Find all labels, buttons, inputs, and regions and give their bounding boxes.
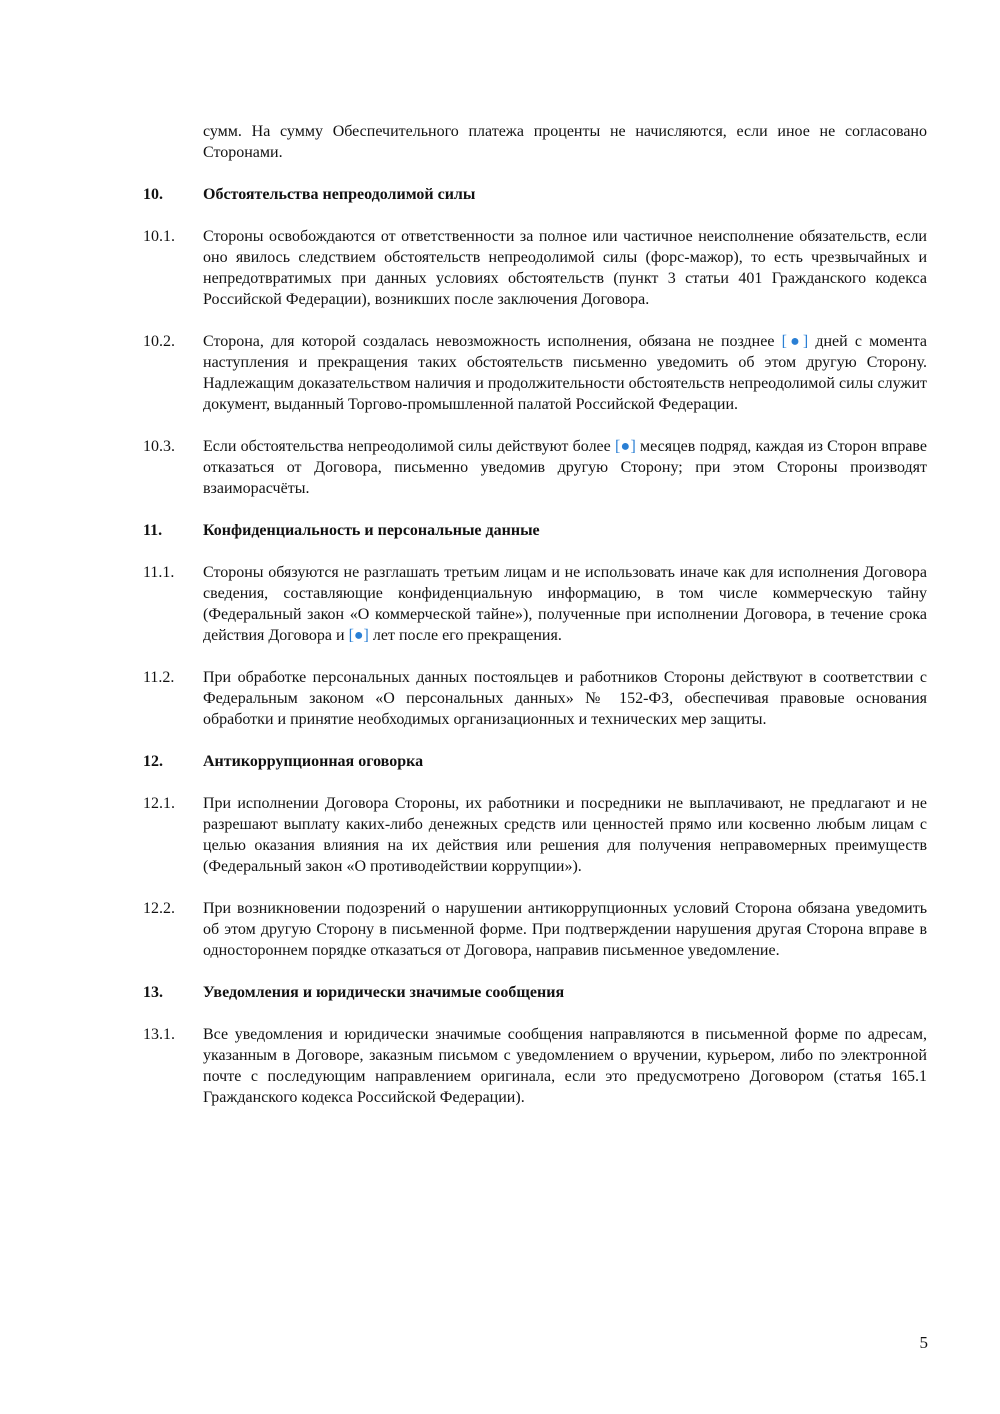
clause-11-1 bbox=[143, 562, 927, 646]
clause-text bbox=[203, 562, 927, 646]
clause-12-1 bbox=[143, 793, 927, 877]
clause-12-2 bbox=[143, 898, 927, 961]
section-heading-13 bbox=[143, 982, 927, 1003]
clause-number: 12.1. bbox=[143, 795, 175, 812]
section-heading-12 bbox=[143, 751, 927, 772]
clause-text: При возникновении подозрений о нарушении антикоррупционных условий Сторона обязана уведомить об этом другую Сторону в письменной форме. При подтверждении нарушения другая Сторона вправе в одностороннем порядке отказаться от Договора, направив письменное уведомление. bbox=[203, 900, 927, 959]
section-heading-10 bbox=[143, 184, 927, 205]
clause-text-part: лет после его прекращения. bbox=[368, 627, 562, 644]
section-title: Антикоррупционная оговорка bbox=[203, 753, 424, 770]
section-number: 13. bbox=[143, 984, 163, 1001]
clause-text-part: Стороны обязуются не разглашать третьим лицам и не использовать иначе как для исполнения Договора сведения, составляющие конфиденциальную информацию, в том числе коммерческую тайну (Федеральный закон «О коммерческой тайне»), полученные при исполнении Договора, в течение срока действия Договора и bbox=[203, 564, 927, 644]
placeholder-marker: [●] bbox=[348, 627, 369, 644]
clause-text: При обработке персональных данных постояльцев и работников Стороны действуют в соответствии с Федеральным законом «О персональных данных» № 152-ФЗ, обеспечивая правовые основания обработки и принятие необходимых организационных и технических мер защиты. bbox=[203, 669, 927, 728]
clause-number: 11.1. bbox=[143, 564, 175, 581]
clause-text-part: Сторона, для которой создалась невозможность исполнения, обязана не позднее bbox=[203, 333, 782, 350]
clause-text-part: месяцев подряд, каждая из Сторон вправе отказаться от Договора, письменно уведомив другую Сторону; при этом Стороны производят взаиморасчёты. bbox=[203, 438, 927, 497]
clause-number: 10.2. bbox=[143, 333, 175, 350]
placeholder-marker: [●] bbox=[781, 333, 809, 350]
section-title: Уведомления и юридически значимые сообщения bbox=[203, 984, 565, 1001]
section-heading-11 bbox=[143, 520, 927, 541]
clause-text-part: Если обстоятельства непреодолимой силы действуют более bbox=[203, 438, 615, 455]
page-number: 5 bbox=[919, 1333, 928, 1352]
clause-number: 13.1. bbox=[143, 1026, 175, 1043]
clause-number: 12.2. bbox=[143, 900, 175, 917]
clause-11-2 bbox=[143, 667, 927, 730]
section-number: 12. bbox=[143, 753, 163, 770]
clause-10-1 bbox=[143, 226, 927, 310]
clause-text: Все уведомления и юридически значимые сообщения направляются в письменной форме по адресам, указанным в Договоре, заказным письмом с уведомлением о вручении, курьером, либо по электронной почте с последующим направлением оригинала, если это предусмотрено Договором (статья 165.1 Гражданского кодекса Российской Федерации). bbox=[203, 1026, 927, 1106]
page-content bbox=[143, 121, 927, 1129]
clause-13-1 bbox=[143, 1024, 927, 1108]
section-number: 10. bbox=[143, 186, 163, 203]
clause-10-3 bbox=[143, 436, 927, 499]
placeholder-marker: [●] bbox=[615, 438, 636, 455]
clause-text bbox=[203, 436, 927, 499]
clause-number: 11.2. bbox=[143, 669, 175, 686]
section-title: Обстоятельства непреодолимой силы bbox=[203, 186, 476, 203]
clause-text: При исполнении Договора Стороны, их работники и посредники не выплачивают, не предлагают и не разрешают выплату каких-либо денежных средств или ценностей прямо или косвенно любым лицам с целью оказания влияния на их действия или решения для получения неправомерных преимуществ (Федеральный закон «О противодействии коррупции»). bbox=[203, 795, 927, 875]
clause-10-2 bbox=[143, 331, 927, 415]
section-title: Конфиденциальность и персональные данные bbox=[203, 522, 540, 539]
clause-number: 10.3. bbox=[143, 438, 175, 455]
clause-text-part: дней с момента наступления и прекращения таких обстоятельств письменно уведомить об этом другую Сторону. Надлежащим доказательством наличия и продолжительности обстоятельств непреодолимой силы служит документ, выданный Торгово-промышленной палатой Российской Федерации. bbox=[203, 333, 927, 413]
clause-text bbox=[203, 331, 927, 415]
clause-text: Стороны освобождаются от ответственности за полное или частичное неисполнение обязательств, если оно явилось следствием обстоятельств непреодолимой силы (форс-мажор), то есть чрезвычайных и непредотвратимых при данных условиях обстоятельств (пункт 3 статьи 401 Гражданского кодекса Российской Федерации), возникших после заключения Договора. bbox=[203, 228, 927, 308]
section-number: 11. bbox=[143, 522, 163, 539]
clause-number: 10.1. bbox=[143, 228, 175, 245]
intro-paragraph: сумм. На сумму Обеспечительного платежа проценты не начисляются, если иное не согласовано Сторонами. bbox=[203, 123, 927, 161]
